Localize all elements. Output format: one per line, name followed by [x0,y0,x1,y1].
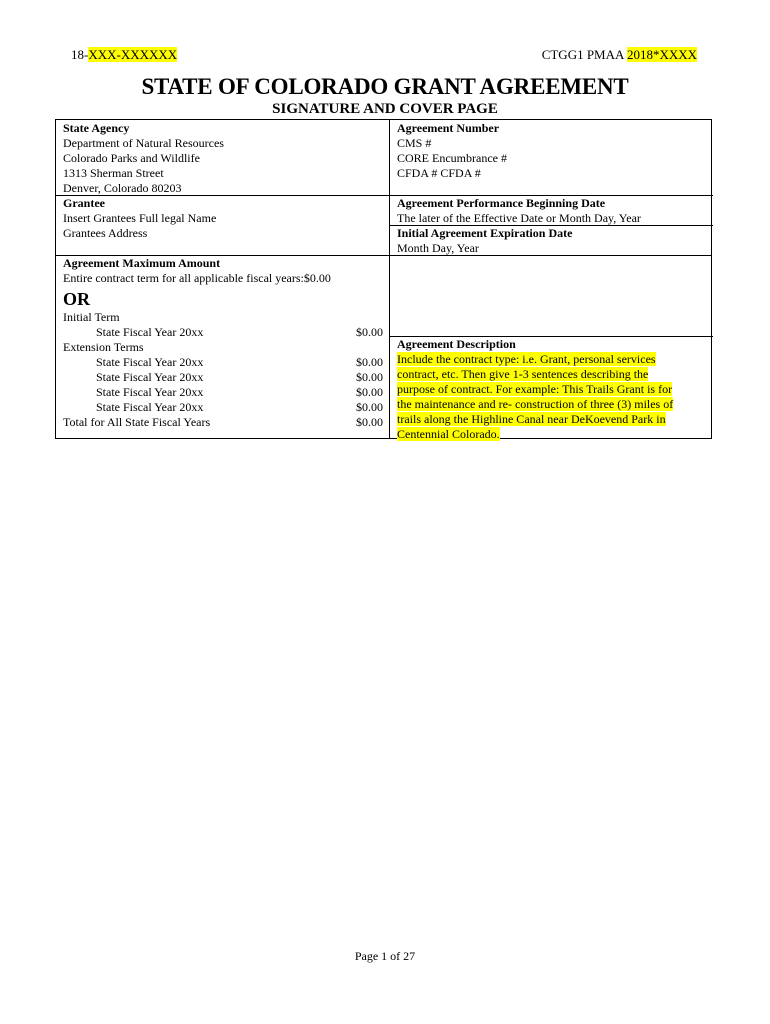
max-amount-cell [63,256,383,430]
state-agency-label: State Agency [63,121,130,135]
cover-table [55,119,712,439]
header-left [71,47,177,63]
page-number: Page 1 of 27 [354,949,416,963]
extension-terms-label: Extension Terms [63,340,144,354]
description-line: Include the contract type: i.e. Grant, personal services [397,352,656,366]
description-line: trails along the Highline Canal near DeKoevend Park in [397,412,666,426]
fiscal-year-row [63,400,383,415]
total-amount: $0.00 [356,415,383,429]
description-cell [397,337,673,442]
entire-term-text: Entire contract term for all applicable fiscal years:$0.00 [63,271,331,285]
grantee-line: Grantees Address [63,226,148,240]
agreement-number-label: Agreement Number [397,121,500,135]
grantee-cell [63,196,216,241]
agreement-number-line: CORE Encumbrance # [397,151,507,165]
initial-term-label: Initial Term [63,310,120,324]
page-title: STATE OF COLORADO GRANT AGREEMENT [141,74,629,99]
fiscal-year-row [63,355,383,370]
description-line: purpose of contract. For example: This Trails Grant is for [397,382,673,396]
fiscal-year-label: State Fiscal Year 20xx [96,400,204,414]
header-right-prefix: CTGG1 PMAA [541,47,627,62]
header-left-prefix: 18- [71,47,89,62]
state-agency-line: 1313 Sherman Street [63,166,164,180]
grantee-line: Insert Grantees Full legal Name [63,211,217,225]
fiscal-year-amount: $0.00 [356,400,383,414]
header-right [542,47,697,63]
state-agency-line: Denver, Colorado 80203 [63,181,182,195]
fiscal-year-amount: $0.00 [356,355,383,369]
grantee-label: Grantee [63,196,105,210]
fiscal-year-row [63,370,383,385]
page-subtitle: SIGNATURE AND COVER PAGE [272,101,498,117]
description-line: Centennial Colorado. [397,427,500,441]
state-agency-line: Department of Natural Resources [63,136,224,150]
column-divider [389,120,390,438]
total-row [63,415,383,430]
fiscal-year-amount: $0.00 [356,385,383,399]
description-label: Agreement Description [397,337,516,351]
total-label: Total for All State Fiscal Years [63,415,211,429]
state-agency-cell [63,121,224,196]
performance-begin-cell [397,196,641,226]
description-line: contract, etc. Then give 1-3 sentences describing the [397,367,649,381]
fiscal-year-row [63,325,383,340]
max-amount-label: Agreement Maximum Amount [63,256,221,270]
expiration-value: Month Day, Year [397,241,479,255]
performance-begin-value: The later of the Effective Date or Month Day, Year [397,211,641,225]
fiscal-year-amount: $0.00 [356,325,383,339]
fiscal-year-label: State Fiscal Year 20xx [96,325,204,339]
agreement-number-line: CMS # [397,136,432,150]
expiration-label: Initial Agreement Expiration Date [397,226,573,240]
state-agency-line: Colorado Parks and Wildlife [63,151,200,165]
header-right-highlight: 2018*XXXX [626,47,697,62]
fiscal-year-row [63,385,383,400]
fiscal-year-amount: $0.00 [356,370,383,384]
performance-begin-label: Agreement Performance Beginning Date [397,196,606,210]
fiscal-year-label: State Fiscal Year 20xx [96,355,204,369]
expiration-cell [397,226,572,256]
agreement-number-cell [397,121,507,181]
agreement-number-line: CFDA # CFDA # [397,166,481,180]
header-left-highlight: XXX-XXXXXX [88,47,178,62]
or-text: OR [63,289,90,309]
fiscal-year-label: State Fiscal Year 20xx [96,370,204,384]
fiscal-year-label: State Fiscal Year 20xx [96,385,204,399]
description-line: the maintenance and re- construction of three (3) miles of [397,397,674,411]
